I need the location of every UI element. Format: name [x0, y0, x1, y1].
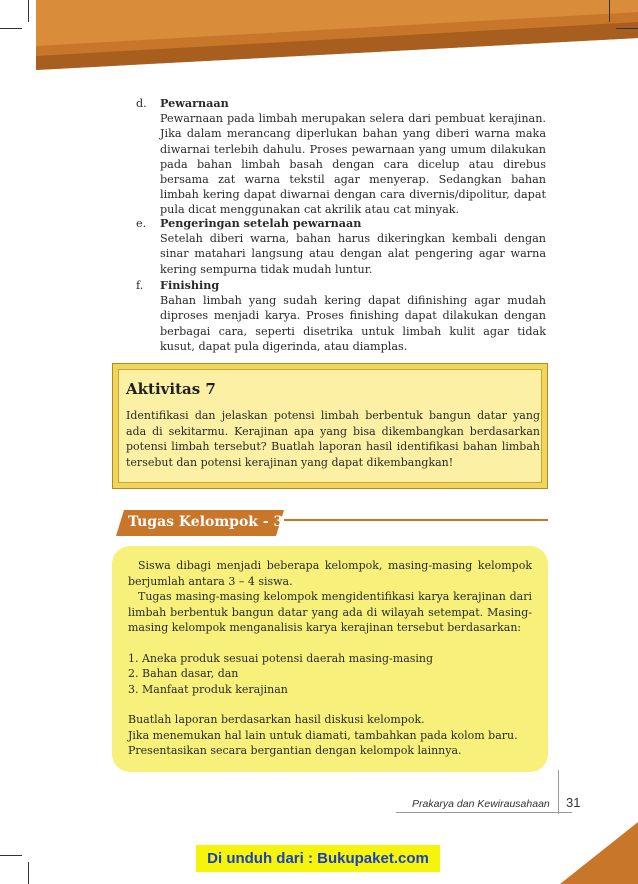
aktivitas-text: Identifikasi dan jelaskan potensi limbah berbentuk bangun datar yang ada di sekitarmu. Kerajinan apa yang bisa dikembangkan berdasarkan potensi limbah tersebut? Buatlah laporan hasil identifikasi bahan limbah tersebut dan potensi kerajinan yang dapat dikembangkan!	[126, 409, 540, 469]
page-number: 31	[566, 795, 581, 810]
bottom-decorative-banner	[560, 818, 638, 884]
crop-mark	[28, 0, 29, 22]
aktivitas-box	[112, 363, 548, 489]
footer-divider-horizontal	[396, 812, 572, 813]
crop-mark	[28, 862, 29, 884]
item-text: Pewarnaan pada limbah merupakan selera dari pembuat kerajinan. Jika dalam merancang diperlukan bahan yang diberi warna maka diwarnai terlebih dahulu. Proses pewarnaan yang umum dilakukan pada bahan limbah basah dengan cara dicelup atau direbus bersama zat warna tekstil agar menyerap. Sedangkan bahan limbah kering dapat diwarnai dengan cara divernis/dipolitur, dapat pula dicat menggunakan cat akrilik atau cat minyak.	[160, 112, 546, 217]
footer-book-title: Prakarya dan Kewirausahaan	[412, 798, 550, 810]
top-decorative-banner	[0, 0, 638, 80]
tugas-list-item: 2. Bahan dasar, dan	[128, 667, 239, 680]
tugas-paragraph: Siswa dibagi menjadi beberapa kelompok, masing-masing kelompok berjumlah antara 3 – 4 siswa.	[128, 559, 532, 588]
crop-mark	[0, 855, 22, 856]
item-text: Bahan limbah yang sudah kering dapat difinishing agar mudah diproses menjadi karya. Proses finishing dapat dilakukan dengan berbagai cara, seperti disetrika untuk limbah kulit agar tidak kusut, dapat pula digerinda, atau diamplas.	[160, 294, 546, 353]
crop-mark	[0, 28, 22, 29]
tugas-closing: Buatlah laporan berdasarkan hasil diskusi kelompok.	[128, 713, 425, 726]
spacer	[128, 636, 532, 651]
crop-mark	[616, 28, 638, 29]
download-source-banner[interactable]: Di unduh dari : Bukupaket.com	[196, 845, 440, 872]
spacer	[128, 697, 532, 712]
tugas-content	[128, 558, 532, 759]
item-text: Setelah diberi warna, bahan harus dikeringkan kembali dengan sinar matahari langsung atau dengan alat pengering agar warna kering sempurna tidak mudah luntur.	[160, 232, 546, 276]
item-heading: Pewarnaan	[160, 96, 229, 110]
tugas-paragraph: Tugas masing-masing kelompok mengidentifikasi karya kerajinan dari limbah berbentuk bangun datar yang ada di wilayah setempat. Masing-masing kelompok menganalisis karya kerajinan tersebut berdasarkan:	[128, 590, 532, 634]
item-letter: d.	[136, 97, 147, 110]
list-item-pengeringan	[136, 216, 546, 277]
item-letter: f.	[136, 279, 144, 292]
footer-divider-vertical	[558, 770, 559, 814]
tugas-label: Tugas Kelompok - 3	[128, 514, 284, 530]
list-item-pewarnaan	[136, 96, 546, 218]
list-item-finishing	[136, 278, 546, 354]
crop-mark	[609, 0, 610, 22]
tugas-divider	[284, 519, 548, 521]
item-letter: e.	[136, 217, 147, 230]
tugas-list-item: 1. Aneka produk sesuai potensi daerah masing-masing	[128, 651, 434, 665]
aktivitas-inner-panel	[118, 369, 542, 483]
tugas-list-item: 3. Manfaat produk kerajinan	[128, 682, 288, 696]
tugas-closing: Jika menemukan hal lain untuk diamati, tambahkan pada kolom baru.	[128, 728, 518, 742]
aktivitas-title: Aktivitas 7	[126, 380, 216, 398]
item-heading: Pengeringan setelah pewarnaan	[160, 216, 362, 230]
item-heading: Finishing	[160, 278, 220, 292]
tugas-closing: Presentasikan secara bergantian dengan kelompok lainnya.	[128, 744, 462, 757]
